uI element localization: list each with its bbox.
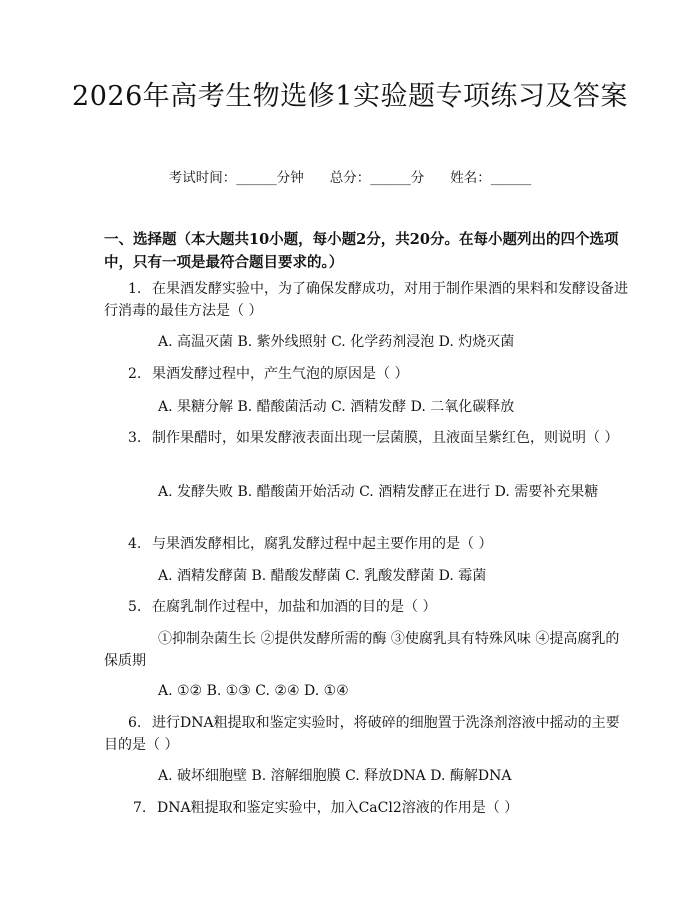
question-number: 1. [128, 281, 142, 297]
question-number: 6. [128, 715, 142, 731]
question-4-options [104, 565, 614, 587]
question-4 [104, 533, 628, 555]
options-text: A. 发酵失败 B. 醋酸菌开始活动 C. 酒精发酵正在进行 D. 需要补充果糖 [158, 484, 599, 500]
exam-meta [0, 168, 700, 188]
question-6-options [104, 765, 614, 787]
question-6 [104, 712, 628, 756]
question-5 [104, 596, 628, 618]
options-text: A. 酒精发酵菌 B. 醋酸发酵菌 C. 乳酸发酵菌 D. 霉菌 [158, 568, 487, 584]
question-number: 5. [128, 599, 142, 615]
question-number: 2. [128, 366, 142, 382]
question-stem: 进行DNA粗提取和鉴定实验时，将破碎的细胞置于洗涤剂溶液中摇动的主要目的是（ ） [104, 715, 620, 753]
question-number: 7. [133, 800, 147, 816]
options-text: A. ①② B. ①③ C. ②④ D. ①④ [158, 683, 349, 699]
options-text: A. 破坏细胞壁 B. 溶解细胞膜 C. 释放DNA D. 酶解DNA [158, 768, 512, 784]
question-stem: 制作果醋时，如果发酵液表面出现一层菌膜，且液面呈紫红色，则说明（ ） [152, 430, 619, 446]
question-5-statements [104, 628, 628, 672]
question-stem: 果酒发酵过程中，产生气泡的原因是（ ） [152, 366, 409, 382]
page-title: 2026年高考生物选修1实验题专项练习及答案 [72, 81, 628, 112]
question-1-options [104, 331, 614, 353]
question-number: 3. [128, 430, 142, 446]
question-2-options [104, 396, 614, 418]
question-number: 4. [128, 536, 142, 552]
question-2 [104, 363, 628, 385]
options-text: A. 果糖分解 B. 醋酸菌活动 C. 酒精发酵 D. 二氧化碳释放 [158, 399, 515, 415]
question-1 [104, 278, 628, 322]
question-stem: 与果酒发酵相比，腐乳发酵过程中起主要作用的是（ ） [152, 536, 493, 552]
question-5-options [104, 680, 614, 702]
student-name-label: 姓名：______ [450, 170, 532, 186]
statements-text: ①抑制杂菌生长 ②提供发酵所需的酶 ③使腐乳具有特殊风味 ④提高腐乳的保质期 [104, 631, 620, 669]
question-3 [104, 427, 628, 449]
exam-time-label: 考试时间：______分钟 [168, 170, 304, 186]
question-stem: DNA粗提取和鉴定实验中，加入CaCl2溶液的作用是（ ） [157, 800, 519, 816]
section-heading: 一、选择题（本大题共10小题，每小题2分，共20分。在每小题列出的四个选项中，只有一项是最符合题目要求的。） [104, 231, 619, 271]
question-stem: 在果酒发酵实验中，为了确保发酵成功，对用于制作果酒的果料和发酵设备进行消毒的最佳方法是（ ） [104, 281, 628, 319]
question-7 [104, 797, 628, 819]
question-3-options [104, 481, 614, 503]
options-text: A. 高温灭菌 B. 紫外线照射 C. 化学药剂浸泡 D. 灼烧灭菌 [158, 334, 515, 350]
question-stem: 在腐乳制作过程中，加盐和加酒的目的是（ ） [152, 599, 437, 615]
total-score-label: 总分：______分 [329, 170, 425, 186]
